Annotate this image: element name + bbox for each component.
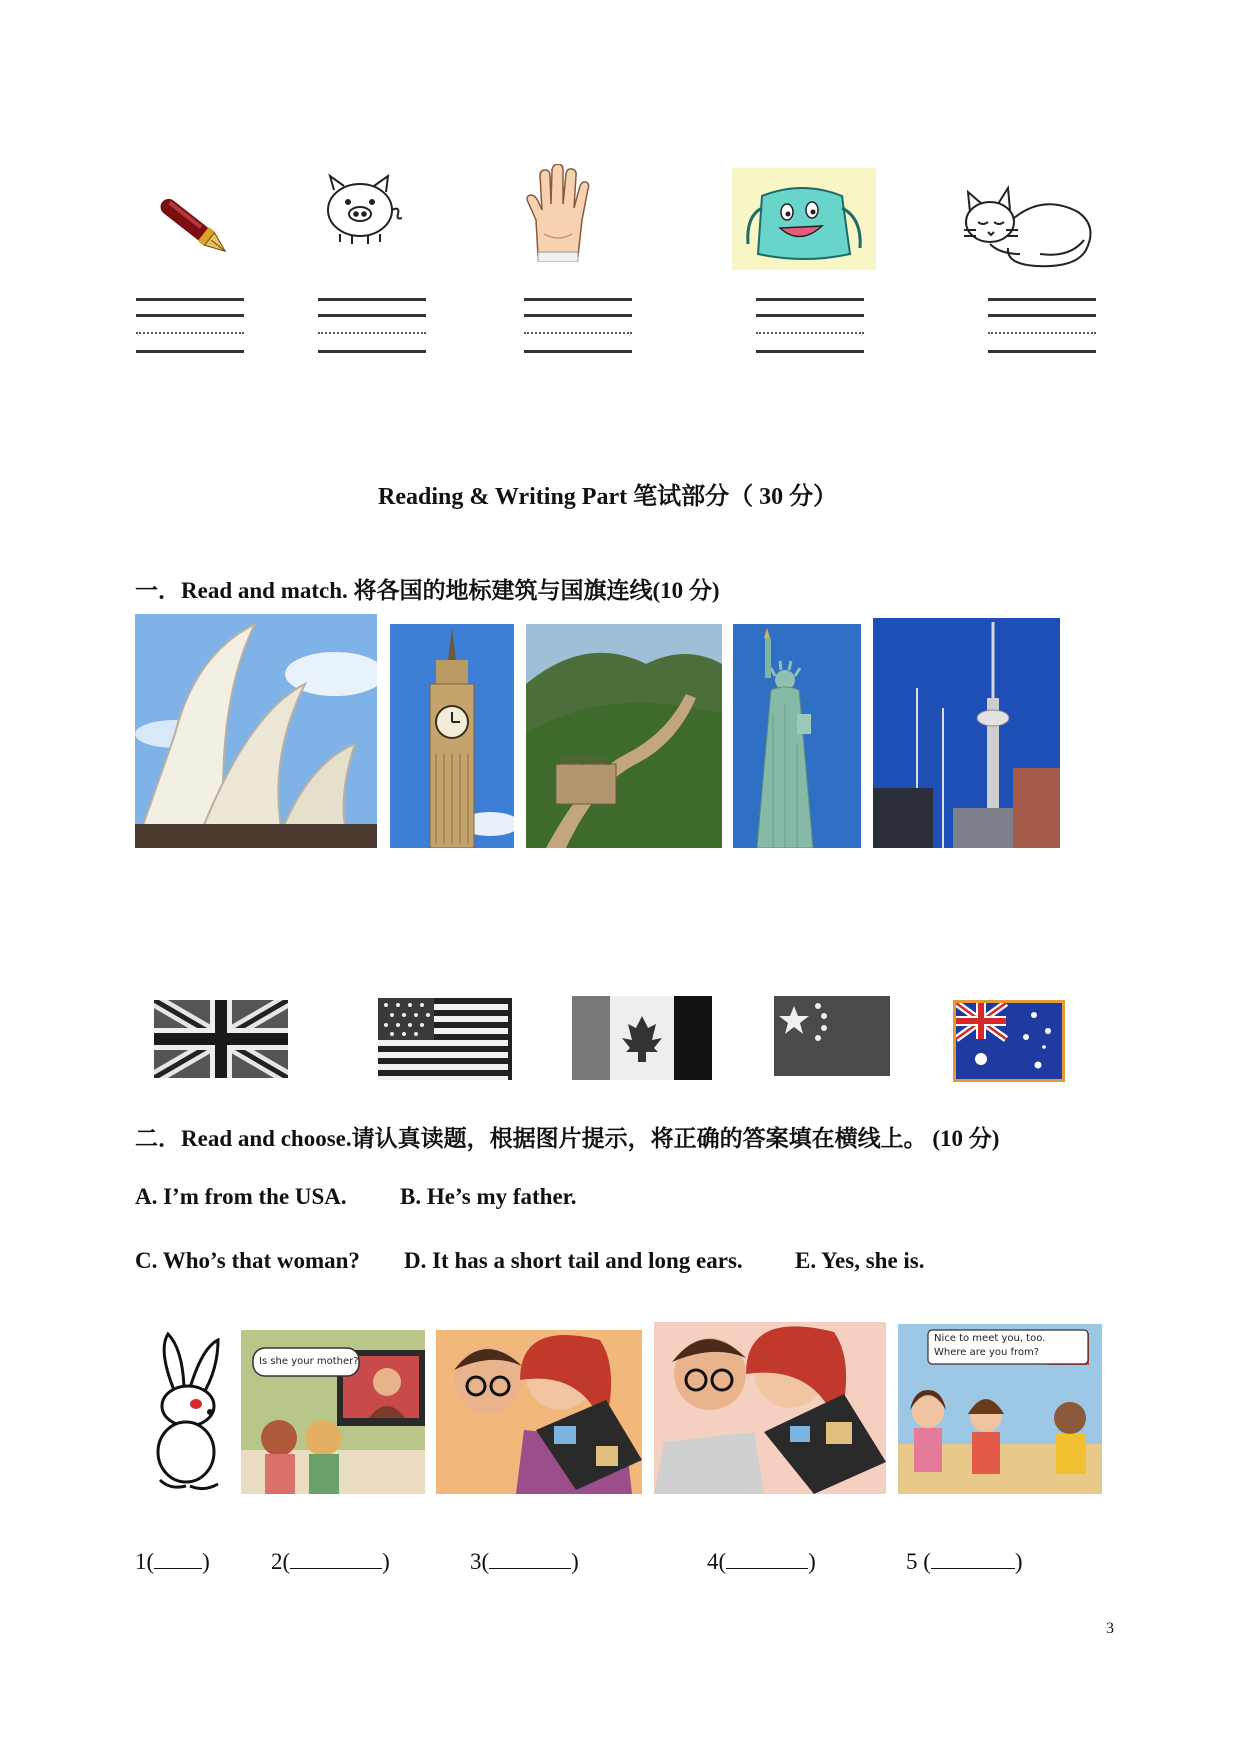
hand-picture bbox=[524, 164, 590, 262]
answer-5[interactable] bbox=[906, 1548, 1023, 1575]
answer-1[interactable] bbox=[135, 1548, 210, 1575]
schoolbag-picture bbox=[732, 168, 876, 270]
china-flag[interactable] bbox=[774, 996, 890, 1076]
fountain-pen-picture bbox=[148, 190, 238, 262]
rabbit-picture bbox=[144, 1330, 230, 1494]
answer-1-number: 1( bbox=[135, 1549, 155, 1574]
writing-lines-2[interactable] bbox=[318, 298, 426, 354]
writing-lines-3[interactable] bbox=[524, 298, 632, 354]
answer-3[interactable] bbox=[470, 1548, 579, 1575]
answer-5-number: 5 ( bbox=[906, 1549, 931, 1574]
answer-2-close: ) bbox=[382, 1549, 390, 1574]
great-wall-photo[interactable] bbox=[526, 624, 722, 848]
option-e: E. Yes, she is. bbox=[795, 1248, 925, 1273]
answer-3-number: 3( bbox=[470, 1549, 490, 1574]
answer-5-blank[interactable] bbox=[931, 1548, 1015, 1569]
uk-flag[interactable] bbox=[154, 1000, 288, 1078]
answer-2[interactable] bbox=[271, 1548, 390, 1575]
photo-album-picture-2 bbox=[654, 1322, 886, 1494]
question-1-heading: 一．Read and match. 将各国的地标建筑与国旗连线(10 分) bbox=[135, 578, 720, 603]
canada-flag[interactable] bbox=[572, 996, 712, 1080]
answer-4-blank[interactable] bbox=[726, 1548, 808, 1569]
answer-5-close: ) bbox=[1014, 1549, 1023, 1574]
cn-tower-photo[interactable] bbox=[873, 618, 1060, 848]
answer-4-close: ) bbox=[808, 1549, 816, 1574]
page-number: 3 bbox=[1106, 1620, 1114, 1637]
australia-flag[interactable] bbox=[953, 1000, 1065, 1082]
section-title: Reading & Writing Part 笔试部分（ 30 分） bbox=[378, 484, 838, 510]
answer-1-blank[interactable] bbox=[154, 1548, 202, 1569]
answer-4-number: 4( bbox=[707, 1549, 727, 1574]
speech-bubble-text-line-2: Where are you from? bbox=[934, 1347, 1040, 1358]
statue-of-liberty-photo[interactable] bbox=[733, 624, 861, 848]
answer-1-close: ) bbox=[202, 1549, 210, 1574]
writing-lines-4[interactable] bbox=[756, 298, 864, 354]
speech-bubble-text: Is she your mother? bbox=[259, 1356, 359, 1367]
answer-2-number: 2( bbox=[271, 1549, 291, 1574]
speech-bubble-text-line-1: Nice to meet you, too. bbox=[934, 1333, 1046, 1344]
answer-2-blank[interactable] bbox=[290, 1548, 382, 1569]
usa-flag[interactable] bbox=[378, 998, 512, 1080]
sydney-opera-house-photo[interactable] bbox=[135, 614, 377, 848]
option-a: A. I’m from the USA. bbox=[135, 1184, 347, 1209]
tv-scene-picture bbox=[241, 1330, 425, 1494]
option-c: C. Who’s that woman? bbox=[135, 1248, 360, 1273]
kids-meeting-picture bbox=[898, 1324, 1102, 1494]
photo-album-picture-1 bbox=[436, 1330, 642, 1494]
pig-picture bbox=[318, 170, 402, 246]
question-2-heading: 二．Read and choose.请认真读题，根据图片提示，将正确的答案填在横线上。 (10 分) bbox=[135, 1126, 1000, 1151]
writing-lines-1[interactable] bbox=[136, 298, 244, 354]
cat-picture bbox=[960, 182, 1096, 270]
answer-3-close: ) bbox=[571, 1549, 579, 1574]
answer-4[interactable] bbox=[707, 1548, 816, 1575]
option-d: D. It has a short tail and long ears. bbox=[404, 1248, 743, 1273]
big-ben-photo[interactable] bbox=[390, 624, 514, 848]
answer-3-blank[interactable] bbox=[489, 1548, 571, 1569]
writing-lines-5[interactable] bbox=[988, 298, 1096, 354]
option-b: B. He’s my father. bbox=[400, 1184, 577, 1209]
